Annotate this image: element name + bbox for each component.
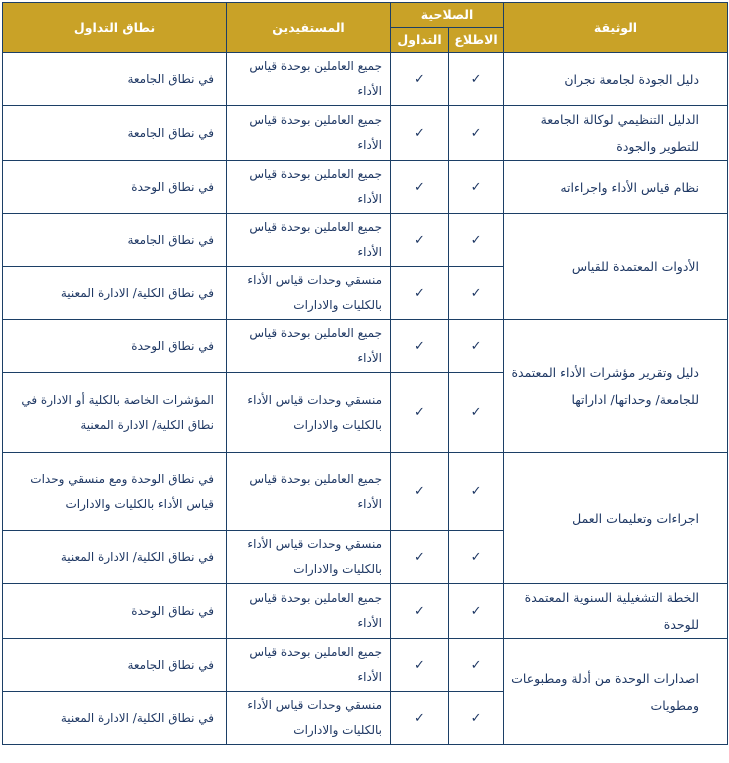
view-check-icon: ✓ — [449, 692, 504, 745]
circulation-check-icon: ✓ — [391, 584, 449, 639]
table-row — [3, 639, 728, 692]
beneficiaries-cell: جميع العاملين بوحدة قياس الأداء — [227, 106, 391, 161]
scope-cell: في نطاق الكلية/ الادارة المعنية — [3, 267, 227, 320]
view-check-icon: ✓ — [449, 53, 504, 106]
scope-cell: في نطاق الوحدة ومع منسقي وحدات قياس الأداء بالكليات والادارات — [3, 453, 227, 531]
beneficiaries-cell: منسقي وحدات قياس الأداء بالكليات والادارات — [227, 267, 391, 320]
beneficiaries-cell: جميع العاملين بوحدة قياس الأداء — [227, 161, 391, 214]
table-row — [3, 53, 728, 106]
table-row — [3, 320, 728, 373]
scope-cell: في نطاق الوحدة — [3, 320, 227, 373]
beneficiaries-cell: جميع العاملين بوحدة قياس الأداء — [227, 584, 391, 639]
scope-cell: في نطاق الكلية/ الادارة المعنية — [3, 692, 227, 745]
scope-cell: في نطاق الجامعة — [3, 106, 227, 161]
scope-cell: في نطاق الجامعة — [3, 214, 227, 267]
document-cell: نظام قياس الأداء واجراءاته — [504, 161, 728, 214]
header-circulation: التداول — [391, 28, 449, 53]
header-document: الوثيقة — [504, 3, 728, 53]
view-check-icon: ✓ — [449, 320, 504, 373]
circulation-check-icon: ✓ — [391, 267, 449, 320]
view-check-icon: ✓ — [449, 373, 504, 453]
table-row — [3, 214, 728, 267]
view-check-icon: ✓ — [449, 106, 504, 161]
view-check-icon: ✓ — [449, 531, 504, 584]
table-row — [3, 584, 728, 639]
scope-cell: في نطاق الكلية/ الادارة المعنية — [3, 531, 227, 584]
circulation-check-icon: ✓ — [391, 692, 449, 745]
circulation-check-icon: ✓ — [391, 53, 449, 106]
table-header — [3, 3, 728, 53]
document-cell: دليل الجودة لجامعة نجران — [504, 53, 728, 106]
circulation-check-icon: ✓ — [391, 453, 449, 531]
table-row — [3, 453, 728, 531]
circulation-check-icon: ✓ — [391, 106, 449, 161]
header-scope: نطاق التداول — [3, 3, 227, 53]
circulation-check-icon: ✓ — [391, 161, 449, 214]
document-cell: اجراءات وتعليمات العمل — [504, 453, 728, 584]
view-check-icon: ✓ — [449, 161, 504, 214]
beneficiaries-cell: منسقي وحدات قياس الأداء بالكليات والادارات — [227, 692, 391, 745]
beneficiaries-cell: منسقي وحدات قياس الأداء بالكليات والادارات — [227, 531, 391, 584]
circulation-check-icon: ✓ — [391, 320, 449, 373]
view-check-icon: ✓ — [449, 267, 504, 320]
circulation-check-icon: ✓ — [391, 373, 449, 453]
header-beneficiaries: المستفيدين — [227, 3, 391, 53]
document-cell: الدليل التنظيمي لوكالة الجامعة للتطوير والجودة — [504, 106, 728, 161]
circulation-check-icon: ✓ — [391, 214, 449, 267]
beneficiaries-cell: جميع العاملين بوحدة قياس الأداء — [227, 453, 391, 531]
beneficiaries-cell: جميع العاملين بوحدة قياس الأداء — [227, 639, 391, 692]
table-body — [3, 53, 728, 745]
document-circulation-table — [2, 2, 728, 745]
table-row — [3, 106, 728, 161]
header-permission: الصلاحية — [391, 3, 504, 28]
scope-cell: المؤشرات الخاصة بالكلية أو الادارة في نطاق الكلية/ الادارة المعنية — [3, 373, 227, 453]
view-check-icon: ✓ — [449, 214, 504, 267]
beneficiaries-cell: منسقي وحدات قياس الأداء بالكليات والادارات — [227, 373, 391, 453]
header-view: الاطلاع — [449, 28, 504, 53]
document-cell: اصدارات الوحدة من أدلة ومطبوعات ومطويات — [504, 639, 728, 745]
document-cell: الأدوات المعتمدة للقياس — [504, 214, 728, 320]
scope-cell: في نطاق الجامعة — [3, 639, 227, 692]
view-check-icon: ✓ — [449, 584, 504, 639]
view-check-icon: ✓ — [449, 639, 504, 692]
document-cell: دليل وتقرير مؤشرات الأداء المعتمدة للجامعة/ وحداتها/ اداراتها — [504, 320, 728, 453]
beneficiaries-cell: جميع العاملين بوحدة قياس الأداء — [227, 320, 391, 373]
table-row — [3, 161, 728, 214]
document-cell: الخطة التشغيلية السنوية المعتمدة للوحدة — [504, 584, 728, 639]
scope-cell: في نطاق الوحدة — [3, 584, 227, 639]
scope-cell: في نطاق الجامعة — [3, 53, 227, 106]
scope-cell: في نطاق الوحدة — [3, 161, 227, 214]
beneficiaries-cell: جميع العاملين بوحدة قياس الأداء — [227, 214, 391, 267]
circulation-check-icon: ✓ — [391, 531, 449, 584]
circulation-check-icon: ✓ — [391, 639, 449, 692]
beneficiaries-cell: جميع العاملين بوحدة قياس الأداء — [227, 53, 391, 106]
document-circulation-table-wrapper — [2, 2, 727, 745]
view-check-icon: ✓ — [449, 453, 504, 531]
